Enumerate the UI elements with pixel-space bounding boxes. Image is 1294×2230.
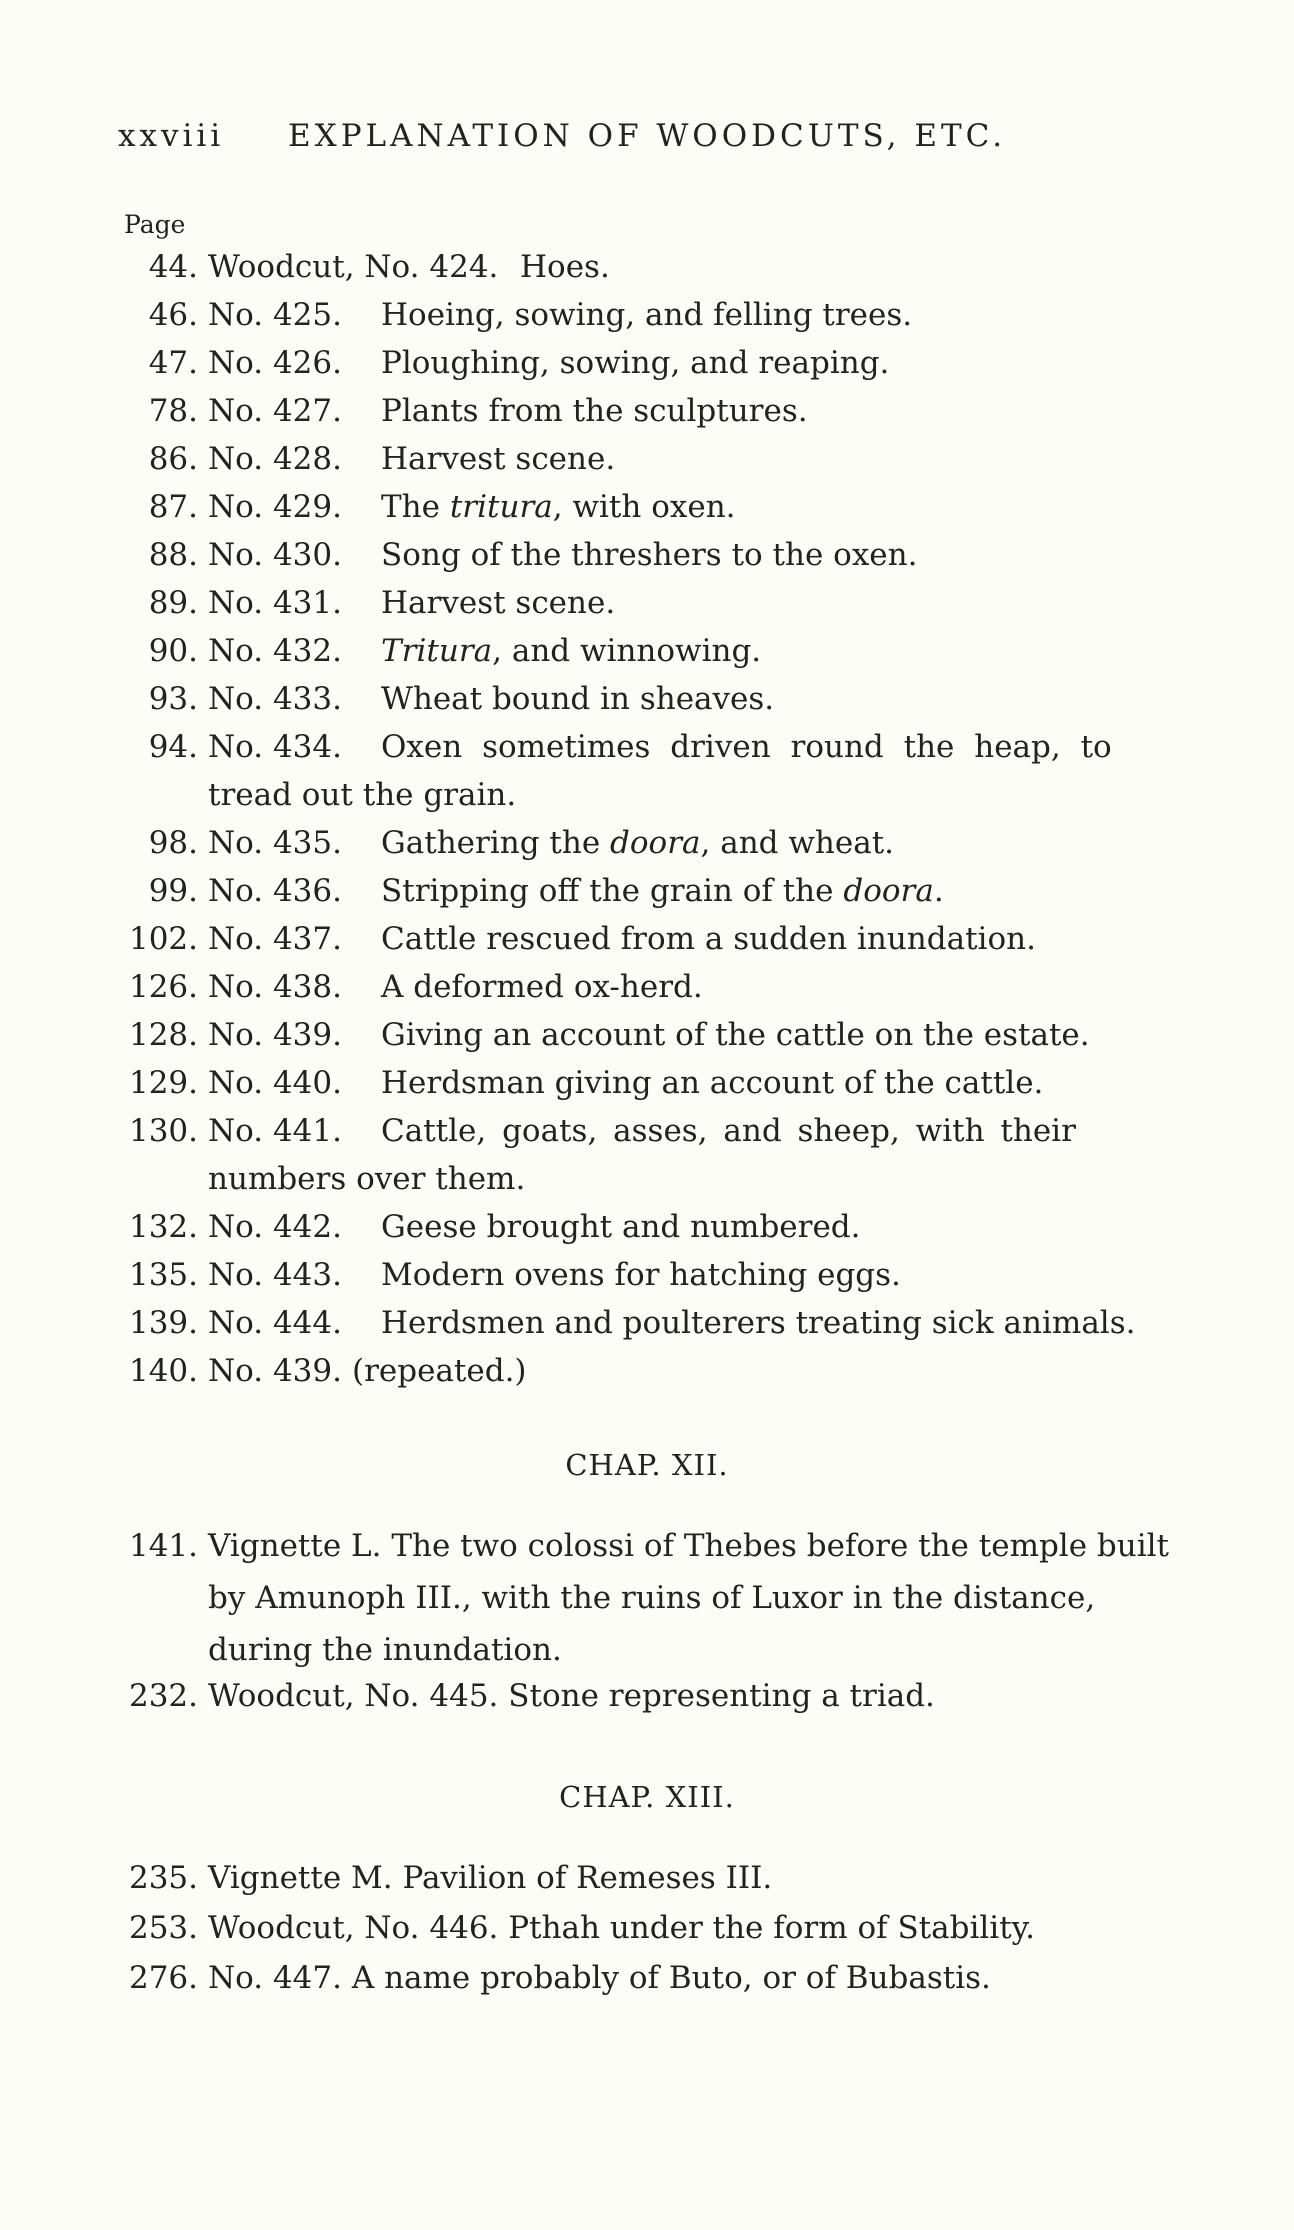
figure-number: No. 426.	[208, 345, 342, 381]
page-number: 87.	[148, 489, 198, 525]
description: Oxen sometimes driven round the heap, to	[381, 729, 1112, 765]
figure-number: No. 439.	[208, 1353, 342, 1389]
description: Woodcut, No. 446. Pthah under the form of Stability.	[208, 1910, 1035, 1946]
list-item	[0, 867, 1294, 915]
description: Ploughing, sowing, and reaping.	[381, 345, 890, 381]
list-item	[0, 1059, 1294, 1107]
page-number: 90.	[148, 633, 198, 669]
page-number: 140.	[128, 1353, 198, 1389]
figure-number: No. 436.	[208, 873, 342, 909]
page-number: 129.	[128, 1065, 198, 1101]
page-number: 141.	[128, 1528, 198, 1564]
page-number: 98.	[148, 825, 198, 861]
figure-number: No. 429.	[208, 489, 342, 525]
description: Harvest scene.	[381, 441, 616, 477]
figure-number: No. 428.	[208, 441, 342, 477]
description: Hoes.	[520, 249, 610, 285]
description: Plants from the sculptures.	[381, 393, 808, 429]
list-item	[0, 339, 1294, 387]
figure-number: No. 430.	[208, 537, 342, 573]
figure-number: No. 435.	[208, 825, 342, 861]
running-header	[118, 118, 1198, 154]
page-number: 78.	[148, 393, 198, 429]
list-item	[0, 291, 1294, 339]
list-item	[128, 1520, 1178, 1676]
page-number: 135.	[128, 1257, 198, 1293]
description-text: The	[381, 489, 450, 525]
figure-number: No. 433.	[208, 681, 342, 717]
figure-number: No. 432.	[208, 633, 342, 669]
description: Cattle, goats, asses, and sheep, with their	[381, 1113, 1076, 1149]
description: Herdsman giving an account of the cattle.	[381, 1065, 1044, 1101]
figure-number: No. 440.	[208, 1065, 342, 1101]
chapter-heading-xiii: CHAP. XIII.	[559, 1780, 735, 1814]
list-item	[0, 435, 1294, 483]
description: Cattle rescued from a sudden inundation.	[381, 921, 1036, 957]
description: Wheat bound in sheaves.	[381, 681, 775, 717]
description: Giving an account of the cattle on the estate.	[381, 1017, 1090, 1053]
description: A deformed ox-herd.	[381, 969, 703, 1005]
list-item	[0, 1347, 1294, 1395]
description: Herdsmen and poulterers treating sick animals.	[381, 1305, 1136, 1341]
description-italic: Tritura	[381, 633, 493, 669]
figure-number: No. 438.	[208, 969, 342, 1005]
page-number: 44.	[148, 249, 198, 285]
list-item	[0, 963, 1294, 1011]
figure-number: No. 431.	[208, 585, 342, 621]
list-item	[0, 1011, 1294, 1059]
page-number: 132.	[128, 1209, 198, 1245]
description: Hoeing, sowing, and felling trees.	[381, 297, 913, 333]
page-number: 86.	[148, 441, 198, 477]
description-text: .	[933, 873, 944, 909]
page-number: 130.	[128, 1113, 198, 1149]
list-item	[128, 1952, 1178, 2004]
list-item	[0, 483, 1294, 531]
list-item	[0, 243, 1294, 291]
list-item	[128, 1852, 1178, 1904]
page-number: 47.	[148, 345, 198, 381]
figure-number: No. 443.	[208, 1257, 342, 1293]
description	[381, 483, 736, 531]
description-italic: doora	[610, 825, 701, 861]
description-text: , and winnowing.	[492, 633, 762, 669]
list-item	[128, 1670, 1178, 1722]
description-italic: tritura	[449, 489, 553, 525]
description-text: , and wheat.	[700, 825, 895, 861]
description-continuation: tread out the grain.	[208, 777, 517, 813]
list-item	[0, 1203, 1294, 1251]
page-number: 94.	[148, 729, 198, 765]
description: Geese brought and numbered.	[381, 1209, 861, 1245]
description: Harvest scene.	[381, 585, 616, 621]
list-item	[0, 387, 1294, 435]
description-italic: doora	[843, 873, 934, 909]
figure-number: No. 437.	[208, 921, 342, 957]
chapter-heading-xii: CHAP. XII.	[565, 1448, 729, 1482]
description: Woodcut, No. 445. Stone representing a triad.	[208, 1678, 935, 1714]
description: Vignette M. Pavilion of Remeses III.	[208, 1860, 773, 1896]
page-number: 89.	[148, 585, 198, 621]
figure-number: No. 425.	[208, 297, 342, 333]
list-item	[128, 1902, 1178, 1954]
description	[381, 627, 761, 675]
description: Song of the threshers to the oxen.	[381, 537, 918, 573]
page-number: 139.	[128, 1305, 198, 1341]
description	[381, 819, 894, 867]
page-number: 253.	[128, 1910, 198, 1946]
list-item	[0, 819, 1294, 867]
description-continuation: numbers over them.	[208, 1161, 526, 1197]
page-number: 126.	[128, 969, 198, 1005]
page-number: 93.	[148, 681, 198, 717]
figure-number: No. 439.	[208, 1017, 342, 1053]
figure-number: No. 427.	[208, 393, 342, 429]
page-number: 232.	[128, 1678, 198, 1714]
list-item	[0, 1299, 1294, 1347]
page-number: 128.	[128, 1017, 198, 1053]
description: Vignette L. The two colossi of Thebes before the temple built by Amunoph III., with the ruins of Luxor in the distance, during the inundation.	[208, 1528, 1170, 1668]
page-number: 99.	[148, 873, 198, 909]
page-folio: xxviii	[118, 118, 225, 154]
list-item	[0, 1251, 1294, 1299]
description-text: Stripping off the grain of the	[381, 873, 844, 909]
list-item	[0, 675, 1294, 723]
list-item	[0, 579, 1294, 627]
description	[381, 867, 944, 915]
description: (repeated.)	[352, 1353, 527, 1389]
figure-number: Woodcut, No. 424.	[208, 249, 499, 285]
list-item	[0, 627, 1294, 675]
description: Modern ovens for hatching eggs.	[381, 1257, 901, 1293]
list-item	[0, 723, 1294, 771]
list-item	[0, 915, 1294, 963]
header-title: EXPLANATION OF WOODCUTS, ETC.	[288, 118, 1007, 154]
list-item	[0, 1107, 1294, 1155]
description-text: , with oxen.	[552, 489, 736, 525]
list-item	[0, 531, 1294, 579]
description-text: Gathering the	[381, 825, 611, 861]
figure-number: No. 441.	[208, 1113, 342, 1149]
page-number: 46.	[148, 297, 198, 333]
page-number: 235.	[128, 1860, 198, 1896]
description: No. 447. A name probably of Buto, or of Bubastis.	[208, 1960, 991, 1996]
figure-number: No. 444.	[208, 1305, 342, 1341]
page-column-label: Page	[124, 210, 186, 239]
page-number: 102.	[128, 921, 198, 957]
page-number: 88.	[148, 537, 198, 573]
page-number: 276.	[128, 1960, 198, 1996]
figure-number: No. 434.	[208, 729, 342, 765]
figure-number: No. 442.	[208, 1209, 342, 1245]
